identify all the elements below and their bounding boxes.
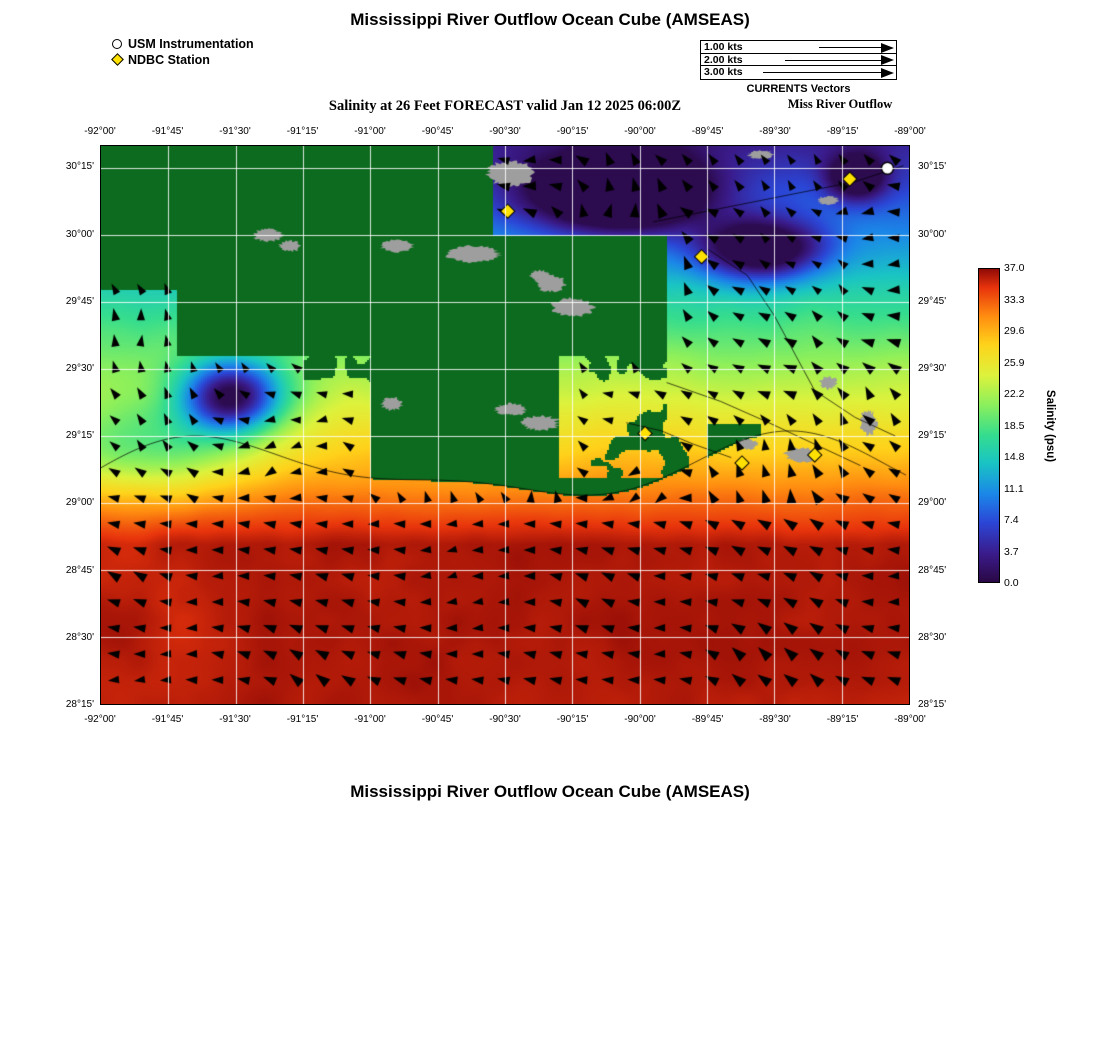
colorbar-tick-label: 37.0 [1004,262,1025,274]
currents-vector-key [700,40,897,80]
vector-key-label: 1.00 kts [704,41,743,53]
legend-item-ndbc [108,52,254,67]
map-canvas[interactable] [101,146,909,704]
x-axis-tick-label: -91°30' [219,126,251,137]
vector-key-line [785,60,881,61]
legend-item-label: NDBC Station [128,52,210,67]
map-plot-area[interactable] [100,145,910,705]
x-axis-tick-label: -89°30' [759,126,791,137]
x-axis-tick-label: -91°45' [151,126,184,137]
page-title: Mississippi River Outflow Ocean Cube (AMSEAS) [350,10,750,29]
y-axis-tick-label: 29°45' [918,295,947,307]
circle-marker-icon [108,36,126,51]
vector-key-caption: CURRENTS Vectors [746,83,851,95]
y-axis-tick-label: 30°00' [918,228,947,240]
vector-key-line [819,47,881,48]
x-axis-tick-label: -91°30' [219,714,251,725]
y-axis-tick-label: 29°30' [918,362,947,374]
y-axis-tick-label: 29°30' [65,362,94,374]
x-axis-tick-label: -90°30' [489,714,521,725]
x-axis-tick-label: -92°00' [84,714,116,725]
y-axis-tick-label: 28°15' [65,699,94,710]
y-axis-tick-label: 29°45' [65,295,94,307]
product-label: Miss River Outflow [787,97,893,111]
x-axis-tick-label: -89°00' [894,126,926,137]
legend-item-usm [108,36,254,51]
colorbar-tick-label: 14.8 [1004,451,1025,463]
x-axis-tick-label: -89°00' [894,714,926,725]
vector-key-label: 3.00 kts [704,66,743,79]
diamond-marker-icon [108,52,126,67]
y-axis-tick-label: 29°00' [918,497,947,509]
x-axis-tick-label: -91°00' [354,126,386,137]
y-axis-tick-label: 29°15' [918,430,947,442]
y-axis-tick-label: 28°45' [65,564,94,576]
colorbar-tick-label: 25.9 [1004,356,1025,369]
bottom-title: Mississippi River Outflow Ocean Cube (AMSEAS) [350,782,750,801]
colorbar-tick-label: 29.6 [1004,325,1025,337]
x-axis-tick-label: -89°15' [826,126,859,137]
vector-key-arrow-icon [881,68,894,78]
colorbar-tick-label: 0.0 [1004,577,1019,589]
colorbar-tick-label: 11.1 [1004,482,1024,495]
y-axis-tick-label: 30°00' [65,228,94,240]
vector-key-arrow-icon [881,43,894,53]
colorbar-gradient [978,268,1000,583]
y-axis-tick-label: 29°00' [65,497,94,509]
vector-key-row [701,41,896,54]
y-axis-tick-label: 28°30' [918,631,947,643]
y-axis-tick-label: 28°15' [918,699,947,710]
x-axis-tick-label: -89°15' [826,714,859,725]
x-axis-tick-label: -90°30' [489,126,521,137]
vector-key-arrow-icon [881,55,894,65]
x-axis-tick-label: -90°45' [421,126,454,137]
x-axis-tick-label: -91°45' [151,714,184,725]
y-axis-tick-label: 29°15' [65,430,94,442]
vector-key-row [701,66,896,79]
colorbar-tick-label: 33.3 [1004,293,1025,306]
x-axis-tick-label: -91°15' [286,126,319,137]
vector-key-label: 2.00 kts [704,53,743,66]
x-axis-tick-label: -89°45' [691,126,724,137]
colorbar-tick-label: 22.2 [1004,388,1025,400]
x-axis-tick-label: -89°45' [691,714,724,725]
vector-key-line [763,72,881,73]
x-axis-tick-label: -90°00' [624,714,656,725]
x-axis-tick-label: -90°45' [421,714,454,725]
colorbar-tick-label: 3.7 [1004,545,1019,558]
chart-subtitle: Salinity at 26 Feet FORECAST valid Jan 12 2025 06:00Z [328,98,682,114]
x-axis-tick-label: -91°15' [286,714,319,725]
x-axis-tick-label: -92°00' [84,126,116,137]
x-axis-tick-label: -91°00' [354,714,386,725]
legend-item-label: USM Instrumentation [128,36,254,51]
y-axis-tick-label: 30°15' [918,161,947,173]
y-axis-tick-label: 28°45' [918,564,947,576]
x-axis-tick-label: -89°30' [759,714,791,725]
colorbar-tick-label: 7.4 [1004,514,1019,526]
x-axis-tick-label: -90°00' [624,126,656,137]
x-axis-tick-label: -90°15' [556,126,589,137]
colorbar-title: Salinity (psu) [1044,389,1056,463]
vector-key-row [701,54,896,67]
colorbar-tick-label: 18.5 [1004,419,1025,432]
map-legend [108,36,254,68]
y-axis-tick-label: 28°30' [65,631,94,643]
x-axis-tick-label: -90°15' [556,714,589,725]
y-axis-tick-label: 30°15' [65,161,94,173]
